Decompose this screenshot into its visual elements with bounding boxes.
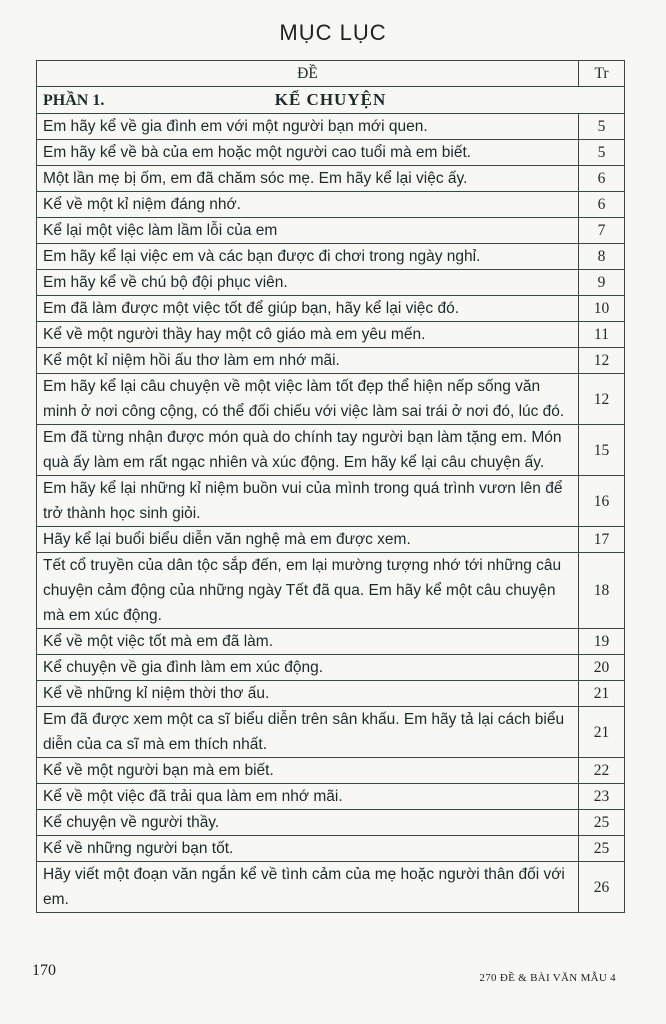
entry-page: 6 bbox=[579, 166, 625, 192]
entry-title: Kể về một người bạn mà em biết. bbox=[37, 758, 579, 784]
entry-title: Em hãy kể lại câu chuyện về một việc làm tốt đẹp thể hiện nếp sống văn minh ở nơi công cộng, có thể đối chiếu với việc làm sai trái ở nơi đó, lúc đó. bbox=[37, 374, 579, 425]
table-of-contents bbox=[36, 60, 625, 913]
entry-title: Em đã làm được một việc tốt để giúp bạn, hãy kể lại việc đó. bbox=[37, 296, 579, 322]
entry-page: 26 bbox=[579, 862, 625, 913]
entry-page: 21 bbox=[579, 707, 625, 758]
section-row bbox=[37, 87, 625, 114]
entry-title: Kể chuyện về người thầy. bbox=[37, 810, 579, 836]
table-row bbox=[37, 218, 625, 244]
entry-page: 19 bbox=[579, 629, 625, 655]
entry-page: 18 bbox=[579, 553, 625, 629]
entry-title: Kể lại một việc làm lầm lỗi của em bbox=[37, 218, 579, 244]
entry-title: Em hãy kể về gia đình em với một người bạn mới quen. bbox=[37, 114, 579, 140]
table-row bbox=[37, 114, 625, 140]
entry-title: Em đã từng nhận được món quà do chính tay người bạn làm tặng em. Món quà ấy làm em rất ngạc nhiên và xúc động. Em hãy kể lại câu chuyện ấy. bbox=[37, 425, 579, 476]
entry-page: 20 bbox=[579, 655, 625, 681]
table-row bbox=[37, 862, 625, 913]
entry-page: 25 bbox=[579, 836, 625, 862]
entry-page: 5 bbox=[579, 140, 625, 166]
entry-title: Kể về những kỉ niệm thời thơ ấu. bbox=[37, 681, 579, 707]
entry-page: 9 bbox=[579, 270, 625, 296]
table-row bbox=[37, 192, 625, 218]
entry-title: Kể về một việc đã trải qua làm em nhớ mãi. bbox=[37, 784, 579, 810]
entry-page: 22 bbox=[579, 758, 625, 784]
entry-page: 17 bbox=[579, 527, 625, 553]
table-row bbox=[37, 655, 625, 681]
entry-page: 25 bbox=[579, 810, 625, 836]
entry-page: 5 bbox=[579, 114, 625, 140]
entry-page: 8 bbox=[579, 244, 625, 270]
table-row bbox=[37, 322, 625, 348]
table-row bbox=[37, 425, 625, 476]
entry-title: Kể về một người thầy hay một cô giáo mà em yêu mến. bbox=[37, 322, 579, 348]
section-title: KỂ CHUYỆN bbox=[274, 90, 387, 109]
table-row bbox=[37, 629, 625, 655]
table-row bbox=[37, 553, 625, 629]
header-de: ĐỀ bbox=[37, 61, 579, 87]
entry-page: 16 bbox=[579, 476, 625, 527]
entry-page: 23 bbox=[579, 784, 625, 810]
table-row bbox=[37, 707, 625, 758]
page-number: 170 bbox=[32, 962, 56, 979]
section-label: PHẦN 1. bbox=[43, 91, 105, 109]
entry-page: 12 bbox=[579, 374, 625, 425]
section-heading bbox=[37, 87, 625, 114]
entry-page: 6 bbox=[579, 192, 625, 218]
page-title: MỤC LỤC bbox=[279, 20, 387, 45]
table-row bbox=[37, 527, 625, 553]
table-row bbox=[37, 810, 625, 836]
entry-title: Em đã được xem một ca sĩ biểu diễn trên sân khấu. Em hãy tả lại cách biểu diễn của ca sĩ mà em thích nhất. bbox=[37, 707, 579, 758]
entry-title: Hãy viết một đoạn văn ngắn kể về tình cảm của mẹ hoặc người thân đối với em. bbox=[37, 862, 579, 913]
entry-title: Hãy kể lại buổi biểu diễn văn nghệ mà em được xem. bbox=[37, 527, 579, 553]
table-row bbox=[37, 270, 625, 296]
header-tr: Tr bbox=[579, 61, 625, 87]
table-header-row bbox=[37, 61, 625, 87]
entry-page: 15 bbox=[579, 425, 625, 476]
entry-page: 11 bbox=[579, 322, 625, 348]
entry-title: Kể về một việc tốt mà em đã làm. bbox=[37, 629, 579, 655]
table-row bbox=[37, 476, 625, 527]
entry-title: Em hãy kể về chú bộ đội phục viên. bbox=[37, 270, 579, 296]
table-row bbox=[37, 140, 625, 166]
book-title: 270 ĐỀ & BÀI VĂN MẪU 4 bbox=[479, 972, 616, 984]
table-row bbox=[37, 681, 625, 707]
entry-title: Kể một kỉ niệm hồi ấu thơ làm em nhớ mãi. bbox=[37, 348, 579, 374]
entry-title: Kể về một kỉ niệm đáng nhớ. bbox=[37, 192, 579, 218]
entry-title: Em hãy kể lại việc em và các bạn được đi chơi trong ngày nghỉ. bbox=[37, 244, 579, 270]
entry-title: Tết cổ truyền của dân tộc sắp đến, em lại mường tượng nhớ tới những câu chuyện cảm động của những ngày Tết đã qua. Em hãy kể một câu chuyện mà em xúc động. bbox=[37, 553, 579, 629]
entry-title: Kể về những người bạn tốt. bbox=[37, 836, 579, 862]
table-row bbox=[37, 758, 625, 784]
table-row bbox=[37, 244, 625, 270]
entry-title: Một lần mẹ bị ốm, em đã chăm sóc mẹ. Em hãy kể lại việc ấy. bbox=[37, 166, 579, 192]
entry-title: Kể chuyện về gia đình làm em xúc động. bbox=[37, 655, 579, 681]
entry-page: 7 bbox=[579, 218, 625, 244]
entry-title: Em hãy kể về bà của em hoặc một người cao tuổi mà em biết. bbox=[37, 140, 579, 166]
table-row bbox=[37, 166, 625, 192]
entry-page: 12 bbox=[579, 348, 625, 374]
table-row bbox=[37, 374, 625, 425]
table-row bbox=[37, 836, 625, 862]
table-row bbox=[37, 784, 625, 810]
table-row bbox=[37, 296, 625, 322]
entry-page: 10 bbox=[579, 296, 625, 322]
entry-page: 21 bbox=[579, 681, 625, 707]
table-row bbox=[37, 348, 625, 374]
entry-title: Em hãy kể lại những kỉ niệm buồn vui của mình trong quá trình vươn lên để trở thành học sinh giỏi. bbox=[37, 476, 579, 527]
